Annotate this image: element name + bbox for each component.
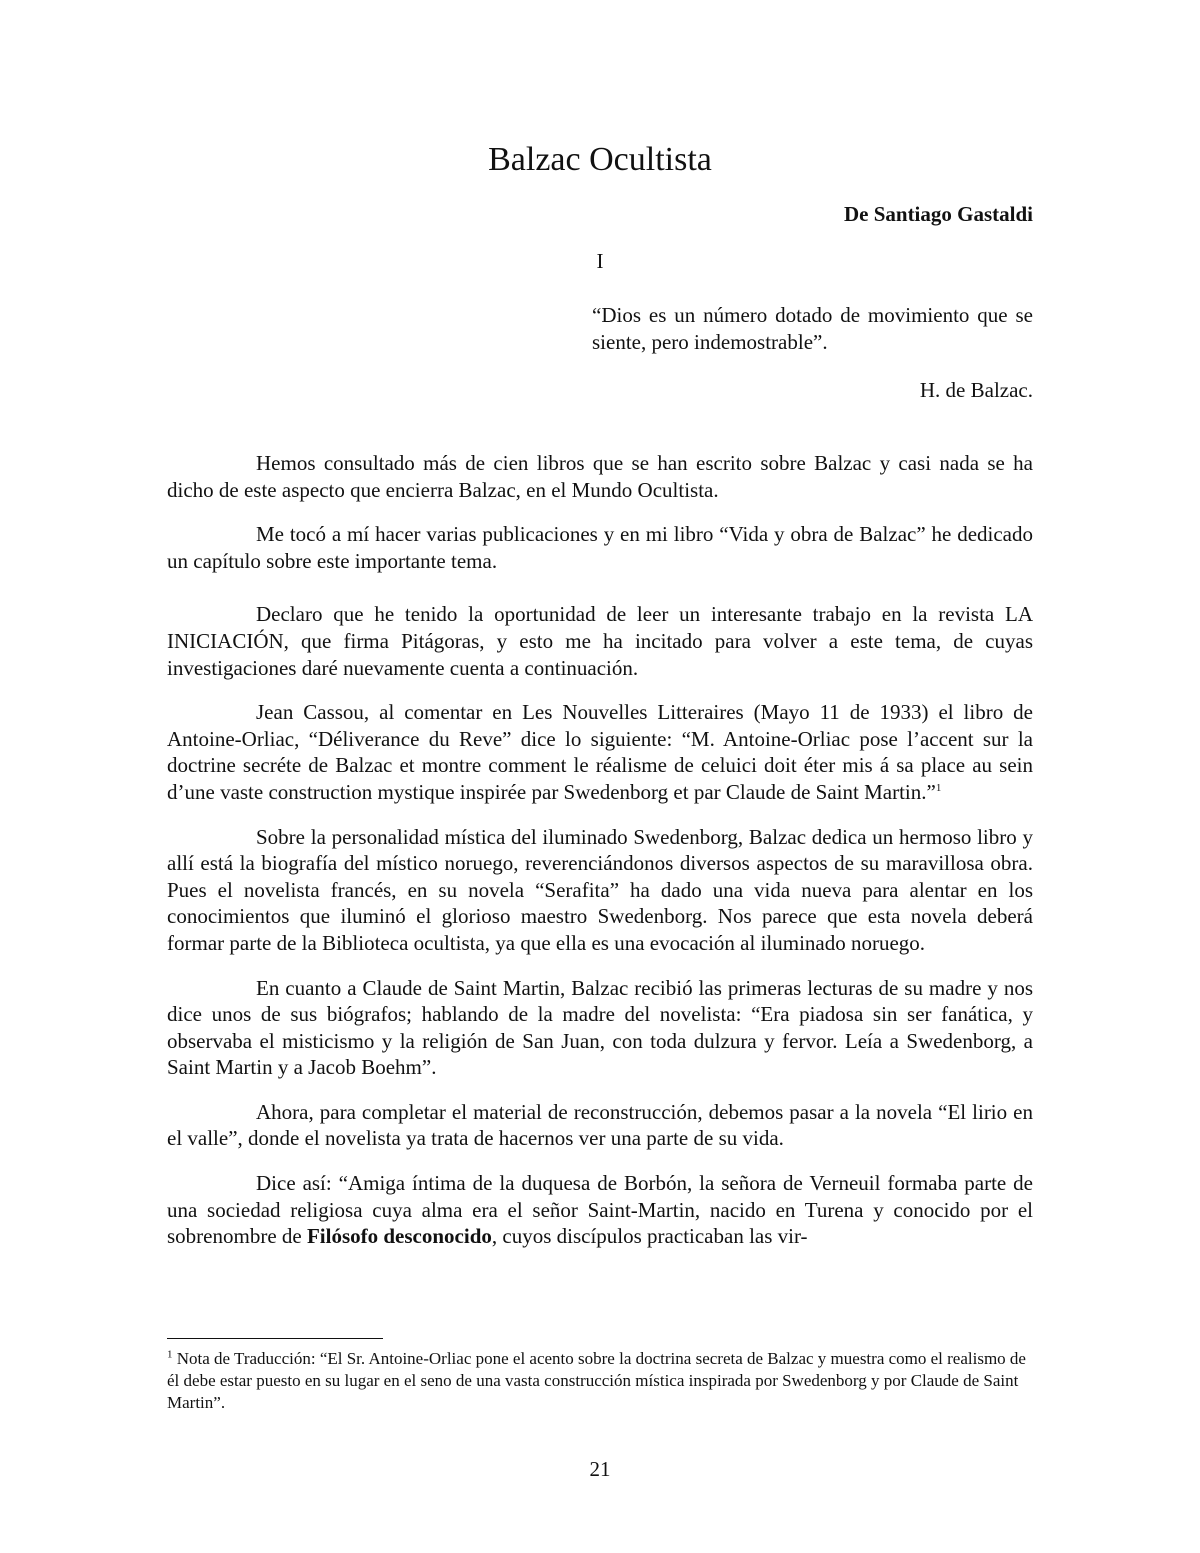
paragraph-text: Hemos consultado más de cien libros que se han escrito sobre Balzac y casi nada se ha dicho de este aspecto que encierra Balzac, en el Mundo Ocultista. [167, 451, 1033, 502]
paragraph [167, 699, 1033, 805]
footnote [167, 1348, 1033, 1414]
paragraph [167, 450, 1033, 503]
paragraph [167, 521, 1033, 574]
paragraph-text: Jean Cassou, al comentar en Les Nouvelles Litteraires (Mayo 11 de 1933) el libro de Antoine-Orliac, “Déliverance du Reve” dice lo siguiente: “M. Antoine-Orliac pose l’accent sur la doctrine secréte de Balzac et montre comment le réalisme de celuici doit éter mis á sa place au sein d’une vaste construction mystique inspirée par Swedenborg et par Claude de Saint Martin.” [167, 700, 1033, 804]
document-page [167, 0, 1033, 1553]
section-numeral: I [596, 249, 604, 273]
paragraph-text: En cuanto a Claude de Saint Martin, Balzac recibió las primeras lecturas de su madre y nos dice unos de sus biógrafos; hablando de la madre del novelista: “Era piadosa sin ser fanática, y observaba el misticismo y la religión de San Juan, con toda dulzura y fervor. Leía a Swedenborg, a Saint Martin y a Jacob Boehm”. [167, 975, 1033, 1080]
paragraph [167, 975, 1033, 1081]
paragraph-text: Sobre la personalidad mística del iluminado Swedenborg, Balzac dedica un hermoso libro y allí está la biografía del místico noruego, reverenciándonos diversos aspectos de su maravillosa obra. Pues el novelista francés, en su novela “Serafita” ha dado una vida nueva para alentar en los conocimientos que iluminó el glorioso maestro Swedenborg. Nos parece que esta novela deberá formar parte de la Biblioteca ocultista, ya que ella es una evocación al iluminado noruego. [167, 824, 1033, 955]
author-byline: De Santiago Gastaldi [843, 202, 1033, 226]
paragraph [167, 601, 1033, 681]
paragraph-text: Ahora, para completar el material de reconstrucción, debemos pasar a la novela “El lirio en el valle”, donde el novelista ya trata de hacernos ver una parte de su vida. [167, 1099, 1033, 1151]
paragraph [167, 824, 1033, 957]
page-number: 21 [589, 1457, 611, 1481]
paragraph-text: , cuyos discípulos practicaban las vir- [491, 1224, 808, 1249]
paragraph [167, 1099, 1033, 1152]
footnote-reference[interactable]: 1 [935, 781, 942, 794]
footnote-number: 1 [167, 1348, 173, 1361]
bold-emphasis: Filósofo desconocido [306, 1224, 492, 1249]
paragraph-text: Dice así: “Amiga íntima de la duquesa de Borbón, la señora de Verneuil formaba parte de una sociedad religiosa cuya alma era el señor Saint-Martin, nacido en Turena y conocido por el sobrenombre de [167, 1171, 1033, 1249]
epigraph-attribution: H. de Balzac. [919, 378, 1033, 402]
paragraph-text: Declaro que he tenido la oportunidad de leer un interesante trabajo en la revista LA INICIACIÓN, que firma Pitágoras, y esto me ha incitado para volver a este tema, de cuyas investigaciones daré nuevamente cuenta a continuación. [167, 602, 1033, 680]
paragraph-text: Me tocó a mí hacer varias publicaciones y en mi libro “Vida y obra de Balzac” he dedicado un capítulo sobre este importante tema. [167, 522, 1033, 573]
article-title: Balzac Ocultista [488, 141, 712, 178]
epigraph-quote: “Dios es un número dotado de movimiento que se siente, pero indemostrable”. [592, 303, 1033, 354]
paragraph [167, 1170, 1033, 1250]
footnote-text: Nota de Traducción: “El Sr. Antoine-Orliac pone el acento sobre la doctrina secreta de Balzac y muestra como el realismo de él debe estar puesto en su lugar en el seno de una vasta construcción mística inspirada por Swedenborg y por Claude de Saint Martin”. [167, 1349, 1026, 1412]
footnote-separator [167, 1338, 383, 1339]
article-body [167, 450, 1033, 1250]
